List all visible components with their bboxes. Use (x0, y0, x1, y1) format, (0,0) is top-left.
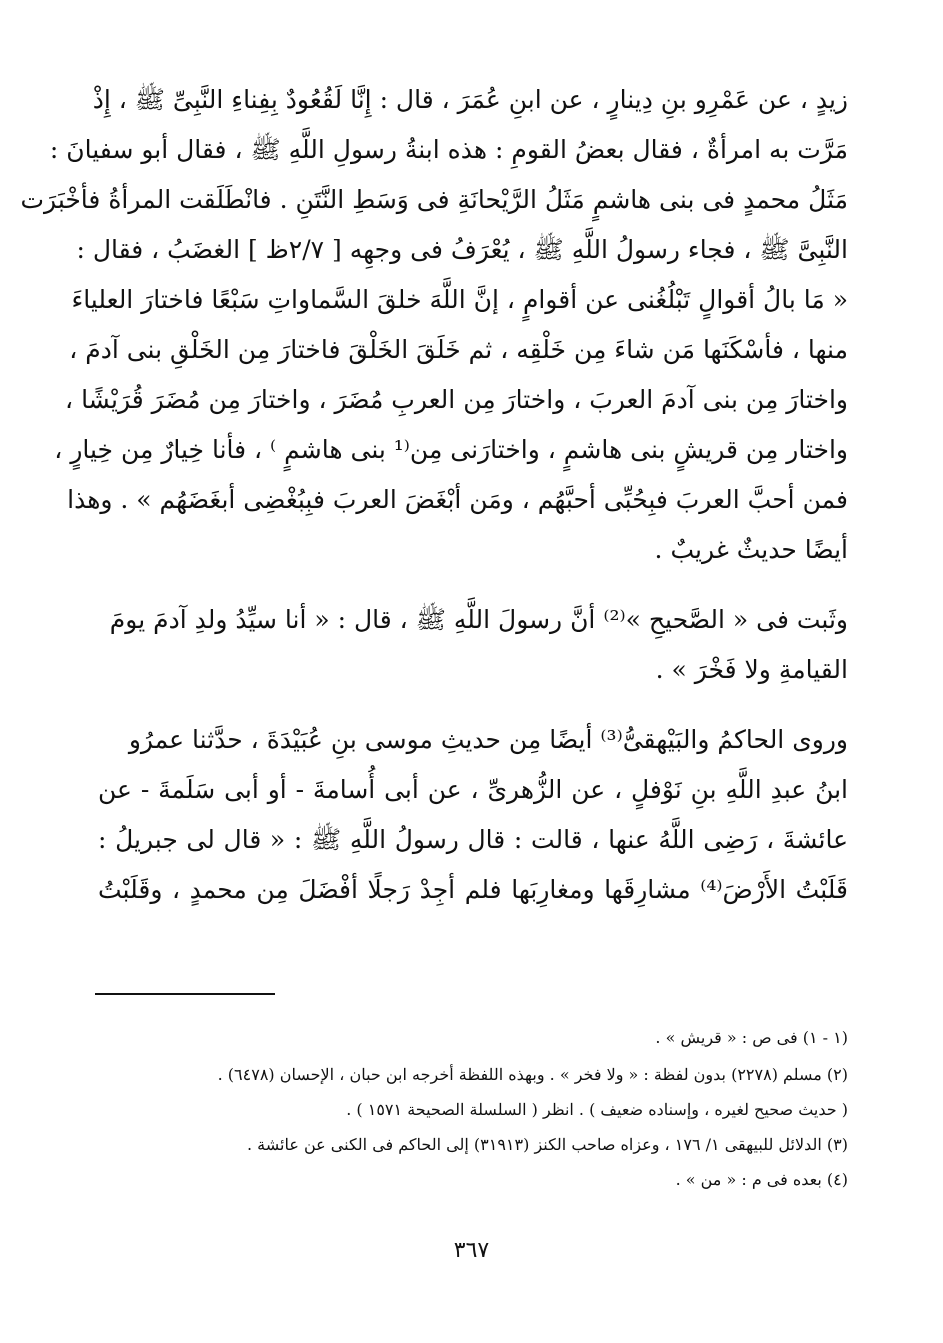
body-line-13: وروى الحاكمُ والبَيْهقىُّ⁽³⁾ أيضًا مِن حديثِ موسى بنِ عُبَيْدَةَ ، حدَّثنا عمرُو (128, 725, 848, 754)
body-line-10: أيضًا حديثٌ غريبٌ . (654, 535, 848, 564)
body-line-7: واختارَ مِن بنى آدمَ العربَ ، واختارَ مِن العربِ مُضَرَ ، واختارَ مِن مُضَرَ قُرَيْشًا ، (65, 385, 848, 414)
body-line-14: ابنُ عبدِ اللَّهِ بنِ نَوْفلٍ ، عن الزُّهرىِّ ، عن أبى أُسامةَ - أو أبى سَلَمةَ - عن (98, 775, 848, 804)
footnote-2-continued: ( حديث صحيح لغيره ، وإسناده ضعيف ) . انظر ( السلسلة الصحيحة ١٥٧١ ) . (346, 1100, 848, 1119)
footnote-4: (٤) بعده فى م : « من » . (675, 1170, 848, 1189)
body-line-15: عائشةَ ، رَضِى اللَّهُ عنها ، قالت : قال رسولُ اللَّهِ ﷺ : « قال لى جبريلُ : (98, 825, 848, 854)
body-line-3: مَثَلُ محمدٍ فى بنى هاشمٍ مَثَلُ الرَّيْحانَةِ فى وَسَطِ النَّتَنِ . فانْطَلَقت المرأةُ فأخْبَرَت (20, 185, 848, 214)
body-line-12: القيامةِ ولا فَخْرَ » . (655, 655, 848, 684)
body-line-2: مَرَّت به امرأةٌ ، فقال بعضُ القومِ : هذه ابنةُ رسولِ اللَّهِ ﷺ ، فقال أبو سفيانَ : (49, 135, 848, 164)
body-line-9: فمن أحبَّ العربَ فبِحُبِّى أحبَّهُم ، ومَن أبْغَضَ العربَ فبِبُغْضِى أبغَضَهُم » . وهذا (67, 485, 848, 514)
footnote-separator (95, 993, 275, 995)
body-line-1: زيدٍ ، عن عَمْرِو بنِ دِينارٍ ، عن ابنِ عُمَرَ ، قال : إِنَّا لَقُعُودٌ بِفِناءِ النَّبِىِّ ﷺ ، إِذْ (92, 85, 848, 114)
footnote-2: (٢) مسلم (٢٢٧٨) بدون لفظة : « ولا فخر » . وبهذه اللفظة أخرجه ابن حبان ، الإحسان (٦٤٧٨) . (217, 1065, 848, 1084)
footnote-1: (١ - ١) فى ص : « قريش » . (655, 1028, 848, 1047)
page-number: ٣٦٧ (453, 1238, 490, 1263)
footnote-3: (٣) الدلائل للبيهقى ١/ ١٧٦ ، وعزاه صاحب الكنز (٣١٩١٣) إلى الحاكم فى الكنى عن عائشة . (247, 1135, 848, 1154)
body-line-11: وثَبت فى « الصَّحيحِ »⁽²⁾ أنَّ رسولَ اللَّهِ ﷺ ، قال : « أنا سيِّدُ ولدِ آدمَ يومَ (109, 605, 848, 634)
body-line-5: « مَا بالُ أقوالٍ تَبْلُغُنى عن أقوامٍ ، إنَّ اللَّهَ خلقَ السَّماواتِ سَبْعًا فاختارَ العلياءَ (71, 285, 848, 314)
body-line-6: منها ، فأسْكَنَها مَن شاءَ مِن خَلْقِه ، ثم خَلَقَ الخَلْقَ فاختارَ مِن الخَلْقِ بنى آدمَ ، (69, 335, 848, 364)
body-line-16: قَلَبْتُ الأَرْضَ⁽⁴⁾ مشارِقَها ومغارِبَها فلم أجِدْ رَجلًا أفْضَلَ مِن محمدٍ ، وقَلَبْتُ (98, 875, 848, 904)
body-line-4: النَّبِىَّ ﷺ ، فجاء رسولُ اللَّهِ ﷺ ، يُعْرَفُ فى وجهِه [ ٢/٧ظ ] الغضَبُ ، فقال : (76, 235, 848, 264)
body-line-8: واختار مِن قريشٍ بنى هاشمٍ ، واختارَنى مِن⁽¹ بنى هاشمٍ ⁾ ، فأنا خِيارٌ مِن خِيارٍ ، (54, 435, 848, 464)
